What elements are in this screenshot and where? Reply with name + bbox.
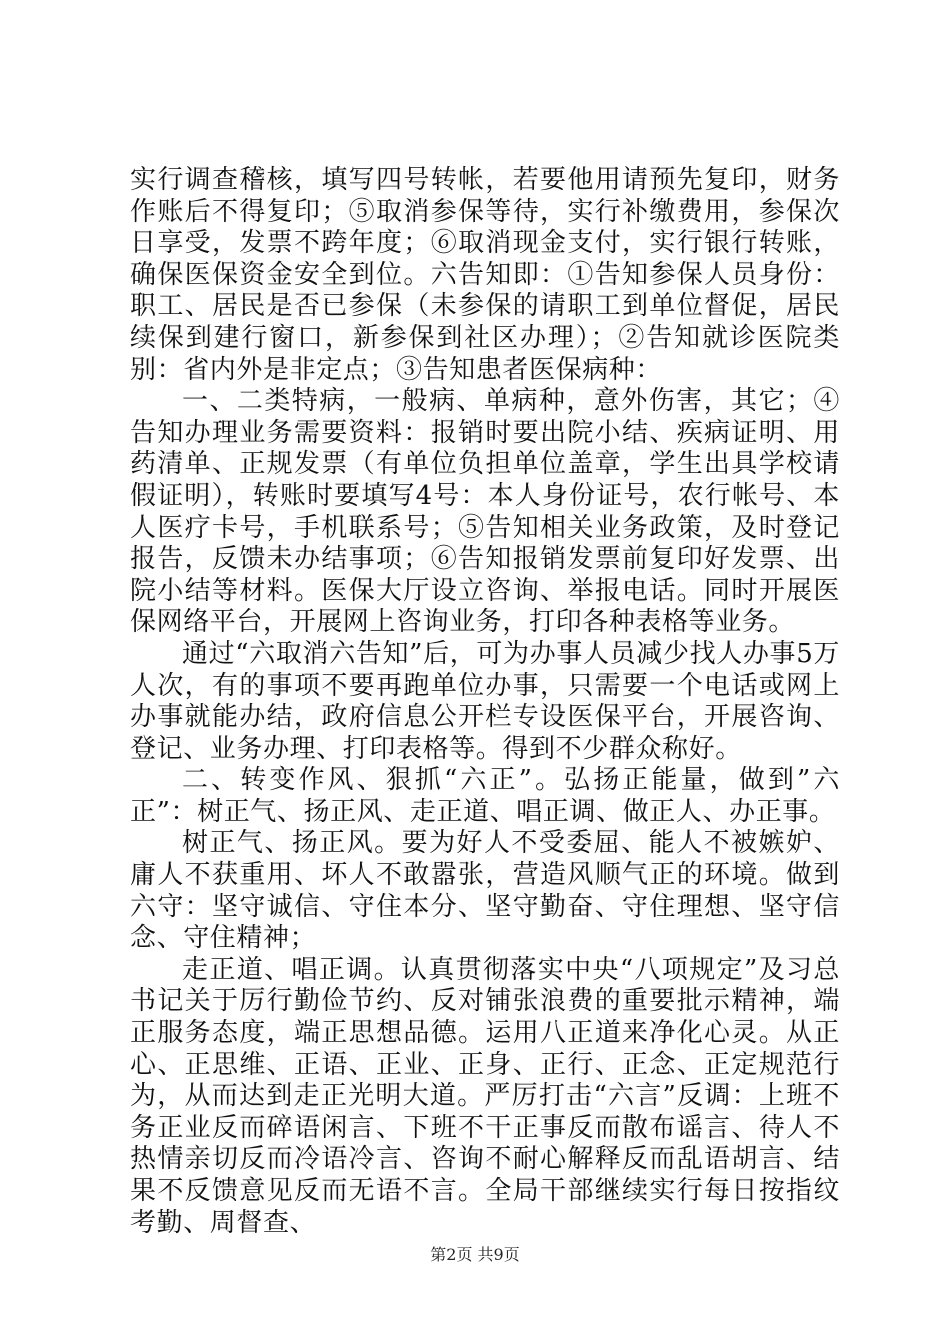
paragraph: 实行调查稽核，填写四号转帐，若要他用请预先复印，财务作账后不得复印；⑤取消参保等待，实行补缴费用，参保次日享受，发票不跨年度；⑥取消现金支付，实行银行转账，确保医保资金安全到位。六告知即：①告知参保人员身份：职工、居民是否已参保（未参保的请职工到单位督促，居民续保到建行窗口，新参保到社区办理）；②告知就诊医院类别：省内外是非定点；③告知患者医保病种： [130,165,840,385]
paragraph: 一、二类特病，一般病、单病种，意外伤害，其它；④告知办理业务需要资料：报销时要出院小结、疾病证明、用药清单、正规发票（有单位负担单位盖章，学生出具学校请假证明），转账时要填写4号：本人身份证号，农行帐号、本人医疗卡号，手机联系号；⑤告知相关业务政策，及时登记报告，反馈未办结事项；⑥告知报销发票前复印好发票、出院小结等材料。医保大厅设立咨询、举报电话。同时开展医保网络平台，开展网上咨询业务，打印各种表格等业务。 [130,386,840,638]
document-body [130,165,840,1239]
paragraph: 树正气、扬正风。要为好人不受委屈、能人不被嫉妒、庸人不获重用、坏人不敢嚣张，营造风顺气正的环境。做到六守：坚守诚信、守住本分、坚守勤奋、守住理想、坚守信念、守住精神； [130,828,840,954]
page-footer: 第2页 共9页 [430,1245,520,1264]
paragraph: 走正道、唱正调。认真贯彻落实中央“八项规定”及习总书记关于厉行勤俭节约、反对铺张浪费的重要批示精神，端正服务态度，端正思想品德。运用八正道来净化心灵。从正心、正思维、正语、正业、正身、正行、正念、正定规范行为，从而达到走正光明大道。严厉打击“六言”反调：上班不务正业反而碎语闲言、下班不干正事反而散布谣言、待人不热情亲切反而冷语冷言、咨询不耐心解释反而乱语胡言、结果不反馈意见反而无语不言。全局干部继续实行每日按指纹考勤、周督查、 [130,954,840,1238]
paragraph: 通过“六取消六告知”后，可为办事人员减少找人办事5万人次，有的事项不要再跑单位办事，只需要一个电话或网上办事就能办结，政府信息公开栏专设医保平台，开展咨询、登记、业务办理、打印表格等。得到不少群众称好。 [130,638,840,764]
paragraph: 二、转变作风、狠抓“六正”。弘扬正能量，做到”六正”：树正气、扬正风、走正道、唱正调、做正人、办正事。 [130,765,840,827]
